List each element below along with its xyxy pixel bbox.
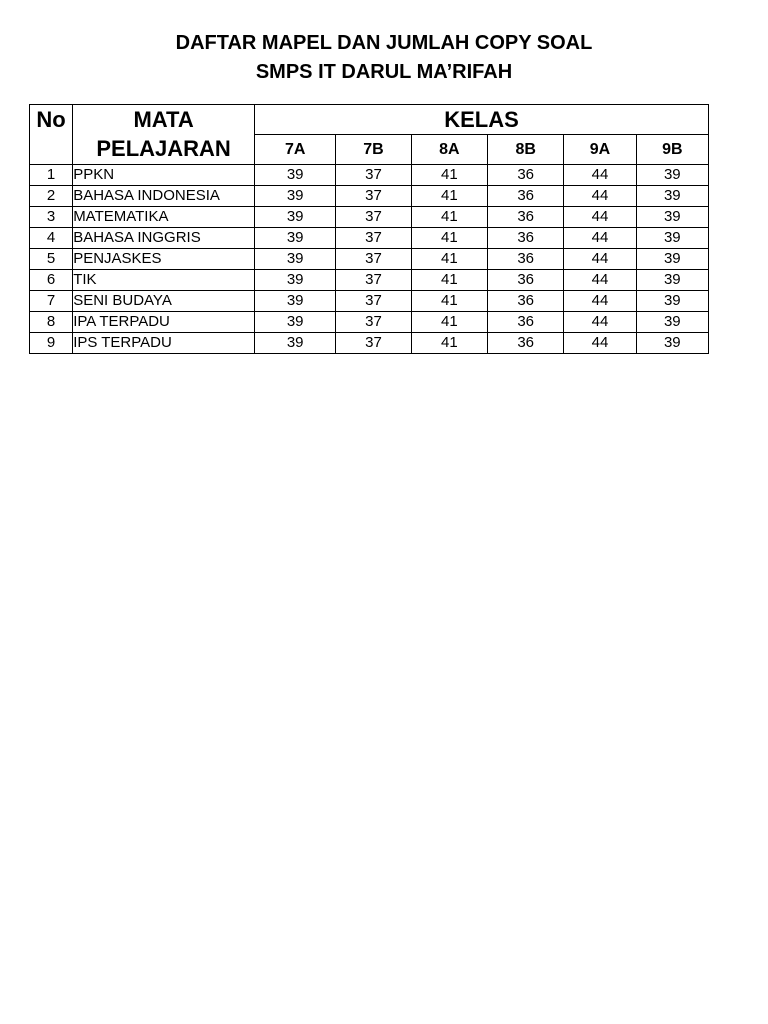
- header-class-7a: 7A: [254, 135, 335, 165]
- copy-count-7a: 39: [254, 333, 335, 354]
- copy-count-8a: 41: [411, 228, 487, 249]
- copy-count-8b: 36: [488, 249, 564, 270]
- subject-name: PPKN: [73, 165, 255, 186]
- subject-name: IPS TERPADU: [73, 333, 255, 354]
- subject-name: PENJASKES: [73, 249, 255, 270]
- table-body: [30, 165, 709, 354]
- copy-count-9a: 44: [564, 165, 636, 186]
- header-mapel-line-2: PELAJARAN: [96, 136, 231, 161]
- copy-count-7b: 37: [336, 312, 411, 333]
- subject-name: TIK: [73, 270, 255, 291]
- copy-count-9b: 39: [636, 270, 708, 291]
- copy-count-8b: 36: [488, 270, 564, 291]
- subject-name: MATEMATIKA: [73, 207, 255, 228]
- header-no: No: [30, 105, 73, 165]
- header-class-8b: 8B: [488, 135, 564, 165]
- row-number: 5: [30, 249, 73, 270]
- copy-count-8a: 41: [411, 249, 487, 270]
- copy-count-7a: 39: [254, 249, 335, 270]
- title-line-1: DAFTAR MAPEL DAN JUMLAH COPY SOAL: [175, 32, 593, 54]
- copy-count-7b: 37: [336, 186, 411, 207]
- table-row: [30, 228, 709, 249]
- header-class-7b: 7B: [336, 135, 411, 165]
- copy-count-9b: 39: [636, 165, 708, 186]
- copy-count-7a: 39: [254, 228, 335, 249]
- copy-count-8a: 41: [411, 207, 487, 228]
- row-number: 1: [30, 165, 73, 186]
- copy-count-9a: 44: [564, 228, 636, 249]
- subject-name: SENI BUDAYA: [73, 291, 255, 312]
- row-number: 9: [30, 333, 73, 354]
- copy-count-8b: 36: [488, 207, 564, 228]
- copy-count-7b: 37: [336, 249, 411, 270]
- copy-count-9b: 39: [636, 312, 708, 333]
- copy-count-9b: 39: [636, 249, 708, 270]
- header-class-9b: 9B: [636, 135, 708, 165]
- copy-count-9a: 44: [564, 270, 636, 291]
- copy-count-7b: 37: [336, 270, 411, 291]
- table-row: [30, 207, 709, 228]
- row-number: 3: [30, 207, 73, 228]
- copy-count-9a: 44: [564, 249, 636, 270]
- document-title: [0, 29, 768, 87]
- copy-count-8a: 41: [411, 291, 487, 312]
- row-number: 4: [30, 228, 73, 249]
- copy-count-9b: 39: [636, 228, 708, 249]
- copy-count-9b: 39: [636, 186, 708, 207]
- header-kelas: KELAS: [254, 105, 708, 135]
- subject-copy-table: [29, 104, 709, 354]
- copy-count-9b: 39: [636, 333, 708, 354]
- subject-name: BAHASA INDONESIA: [73, 186, 255, 207]
- copy-count-8b: 36: [488, 333, 564, 354]
- copy-count-9a: 44: [564, 207, 636, 228]
- table-row: [30, 249, 709, 270]
- copy-count-8b: 36: [488, 291, 564, 312]
- copy-count-7b: 37: [336, 291, 411, 312]
- copy-count-7b: 37: [336, 207, 411, 228]
- copy-count-7a: 39: [254, 165, 335, 186]
- copy-count-8a: 41: [411, 270, 487, 291]
- copy-count-9a: 44: [564, 312, 636, 333]
- copy-count-7a: 39: [254, 312, 335, 333]
- table-row: [30, 270, 709, 291]
- copy-count-8a: 41: [411, 312, 487, 333]
- row-number: 8: [30, 312, 73, 333]
- row-number: 2: [30, 186, 73, 207]
- header-mapel-line-1: MATA: [133, 107, 194, 132]
- copy-count-9a: 44: [564, 333, 636, 354]
- header-class-9a: 9A: [564, 135, 636, 165]
- table-header: [30, 105, 709, 165]
- header-class-8a: 8A: [411, 135, 487, 165]
- copy-count-7b: 37: [336, 228, 411, 249]
- table-row: [30, 312, 709, 333]
- row-number: 7: [30, 291, 73, 312]
- copy-count-9a: 44: [564, 186, 636, 207]
- subject-name: IPA TERPADU: [73, 312, 255, 333]
- copy-count-8b: 36: [488, 312, 564, 333]
- row-number: 6: [30, 270, 73, 291]
- table-row: [30, 291, 709, 312]
- copy-count-8a: 41: [411, 186, 487, 207]
- table-row: [30, 333, 709, 354]
- copy-count-7a: 39: [254, 270, 335, 291]
- copy-count-8a: 41: [411, 333, 487, 354]
- copy-count-9a: 44: [564, 291, 636, 312]
- copy-count-7a: 39: [254, 291, 335, 312]
- table-row: [30, 186, 709, 207]
- copy-count-7b: 37: [336, 165, 411, 186]
- copy-count-8b: 36: [488, 186, 564, 207]
- table-row: [30, 165, 709, 186]
- copy-count-8b: 36: [488, 228, 564, 249]
- title-line-2: SMPS IT DARUL MA’RIFAH: [255, 61, 513, 83]
- subject-name: BAHASA INGGRIS: [73, 228, 255, 249]
- header-mata-pelajaran: [73, 105, 255, 165]
- copy-count-9b: 39: [636, 207, 708, 228]
- copy-count-8b: 36: [488, 165, 564, 186]
- copy-count-9b: 39: [636, 291, 708, 312]
- header-row-1: [30, 105, 709, 135]
- copy-count-7a: 39: [254, 186, 335, 207]
- copy-count-7a: 39: [254, 207, 335, 228]
- copy-count-7b: 37: [336, 333, 411, 354]
- copy-count-8a: 41: [411, 165, 487, 186]
